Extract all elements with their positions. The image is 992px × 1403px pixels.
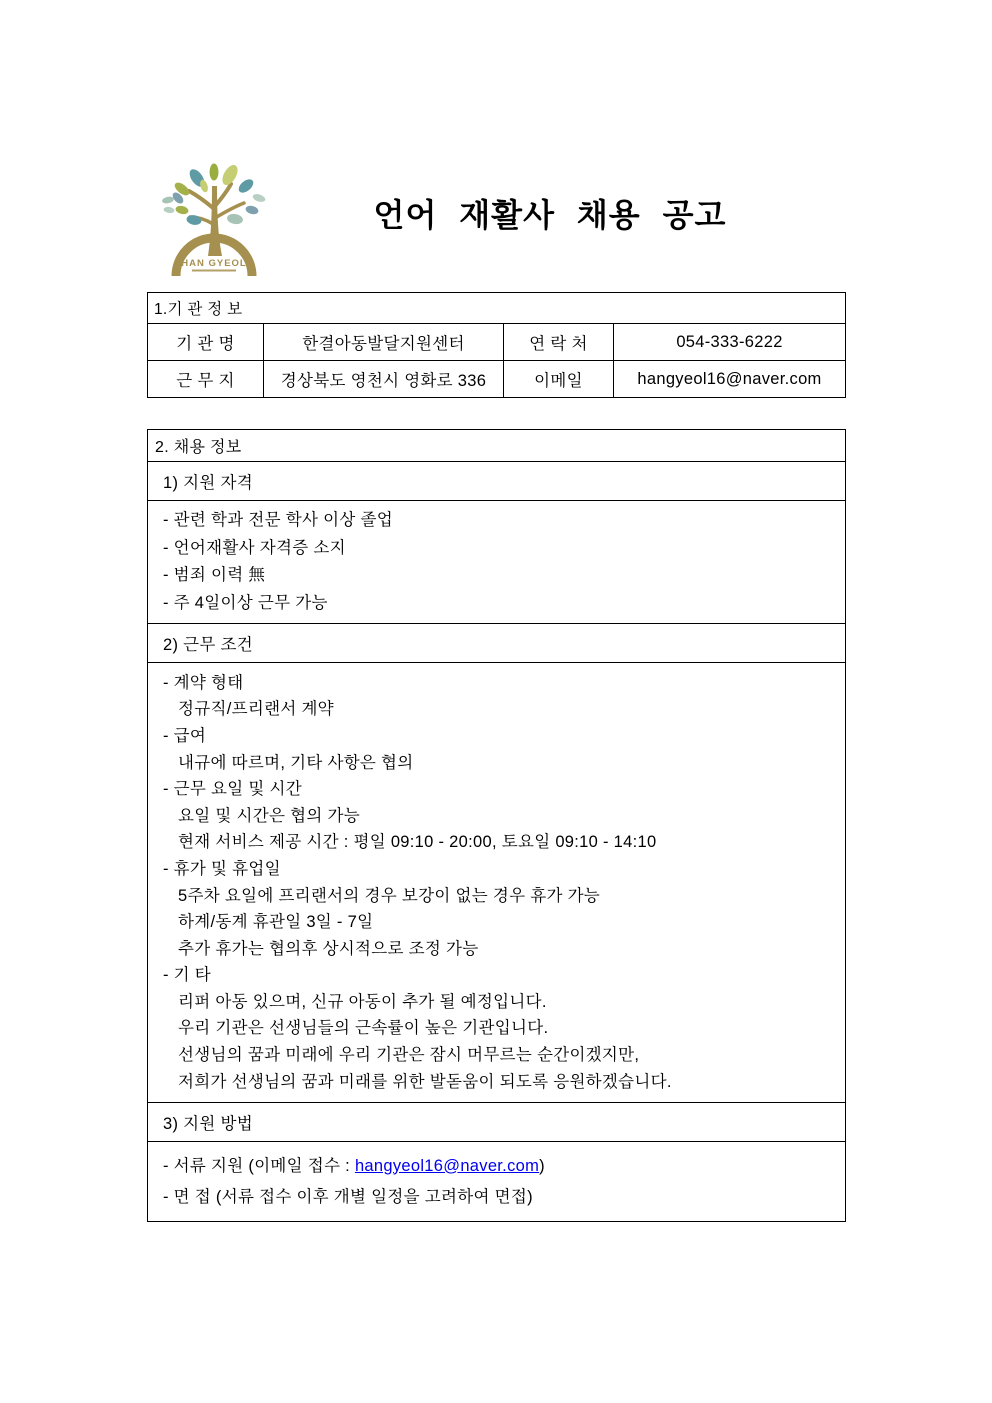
table-row xyxy=(148,324,846,361)
table-row xyxy=(148,624,846,663)
list-item: 정규직/프리랜서 계약 xyxy=(178,700,334,719)
qualifications-content xyxy=(148,501,846,624)
page-title: 언어 재활사 채용 공고 xyxy=(373,197,727,233)
list-item: 내규에 따르며, 기타 사항은 협의 xyxy=(178,753,414,772)
list-item: - 주 4일이상 근무 가능 xyxy=(163,593,328,612)
table-row xyxy=(148,430,846,462)
email-value: hangyeol16@naver.com xyxy=(614,361,846,398)
list-item: - 휴가 및 휴업일 xyxy=(163,859,281,878)
leaf-icon xyxy=(163,206,175,213)
list-item: - 면 접 (서류 접수 이후 개별 일정을 고려하여 면접) xyxy=(163,1187,533,1206)
list-item: 선생님의 꿈과 미래에 우리 기관은 잠시 머무르는 순간이겠지만, xyxy=(178,1046,640,1065)
table-row xyxy=(148,1142,846,1222)
section-heading-conditions: 2) 근무 조건 xyxy=(148,624,846,663)
leaf-icon xyxy=(175,205,189,216)
table-row xyxy=(148,1103,846,1142)
section-heading-apply: 3) 지원 방법 xyxy=(148,1103,846,1142)
table-row xyxy=(148,462,846,501)
apply-line-prefix: - 서류 지원 (이메일 접수 : xyxy=(163,1156,355,1175)
table2-header: 2. 채용 정보 xyxy=(148,430,846,462)
tree-branch-left-up xyxy=(189,191,213,208)
list-item xyxy=(148,1151,837,1182)
list-item: - 급여 xyxy=(163,726,207,745)
list-item: 우리 기관은 선생님들의 근속률이 높은 기관입니다. xyxy=(178,1019,549,1038)
tree-logo-graphic xyxy=(156,158,274,278)
logo-brand-text: HAN GYEOL xyxy=(181,258,247,269)
list-item: 추가 휴가는 협의후 상시적으로 조정 가능 xyxy=(178,939,479,958)
workplace-label: 근 무 지 xyxy=(148,361,264,398)
email-link[interactable]: hangyeol16@naver.com xyxy=(354,1156,540,1175)
leaf-icon xyxy=(245,205,260,216)
apply-line-suffix: ) xyxy=(539,1156,545,1175)
apply-content xyxy=(148,1142,846,1222)
leaf-icon xyxy=(236,177,255,196)
org-info-table xyxy=(147,292,846,398)
list-item: - 언어재활사 자격증 소지 xyxy=(163,538,346,557)
list-item: - 범죄 이력 無 xyxy=(163,566,266,584)
conditions-content xyxy=(148,663,846,1103)
leaf-icon xyxy=(161,196,174,205)
list-item: - 기 타 xyxy=(163,966,212,985)
leaf-icon xyxy=(186,214,202,226)
list-item: - 관련 학과 전문 학사 이상 졸업 xyxy=(163,511,393,529)
leaf-icon xyxy=(252,193,267,204)
contact-label: 연 락 처 xyxy=(504,324,614,361)
org-name-label: 기 관 명 xyxy=(148,324,264,361)
table-row xyxy=(148,293,846,324)
leaf-icon xyxy=(226,213,243,226)
logo-tagline-bar xyxy=(192,270,236,272)
list-item: - 근무 요일 및 시간 xyxy=(163,780,303,799)
email-label: 이메일 xyxy=(504,361,614,398)
contact-value: 054-333-6222 xyxy=(614,324,846,361)
list-item: 5주차 요일에 프리랜서의 경우 보강이 없는 경우 휴가 가능 xyxy=(178,886,601,905)
list-item: 저희가 선생님의 꿈과 미래를 위한 발돋움이 되도록 응원하겠습니다. xyxy=(178,1072,672,1091)
table-row xyxy=(148,361,846,398)
hangyeol-logo xyxy=(156,158,274,278)
table-row xyxy=(148,501,846,624)
workplace-value: 경상북도 영천시 영화로 336 xyxy=(264,361,504,398)
list-item: 요일 및 시간은 협의 가능 xyxy=(178,806,360,825)
list-item: 리퍼 아동 있으며, 신규 아동이 추가 될 예정입니다. xyxy=(178,992,547,1011)
leaf-icon xyxy=(210,164,219,181)
table-row xyxy=(148,663,846,1103)
org-name-value: 한결아동발달지원센터 xyxy=(264,324,504,361)
list-item: 하계/동계 휴관일 3일 - 7일 xyxy=(178,913,374,932)
list-item: 현재 서비스 제공 시간 : 평일 09:10 - 20:00, 토요일 09:10 - 14:10 xyxy=(178,833,657,852)
tree-branch-right-up xyxy=(215,184,231,206)
section-heading-qualifications: 1) 지원 자격 xyxy=(148,462,846,501)
recruit-info-table xyxy=(147,429,846,1222)
table1-header: 1.기 관 정 보 xyxy=(148,293,846,324)
list-item: - 계약 형태 xyxy=(163,673,244,692)
